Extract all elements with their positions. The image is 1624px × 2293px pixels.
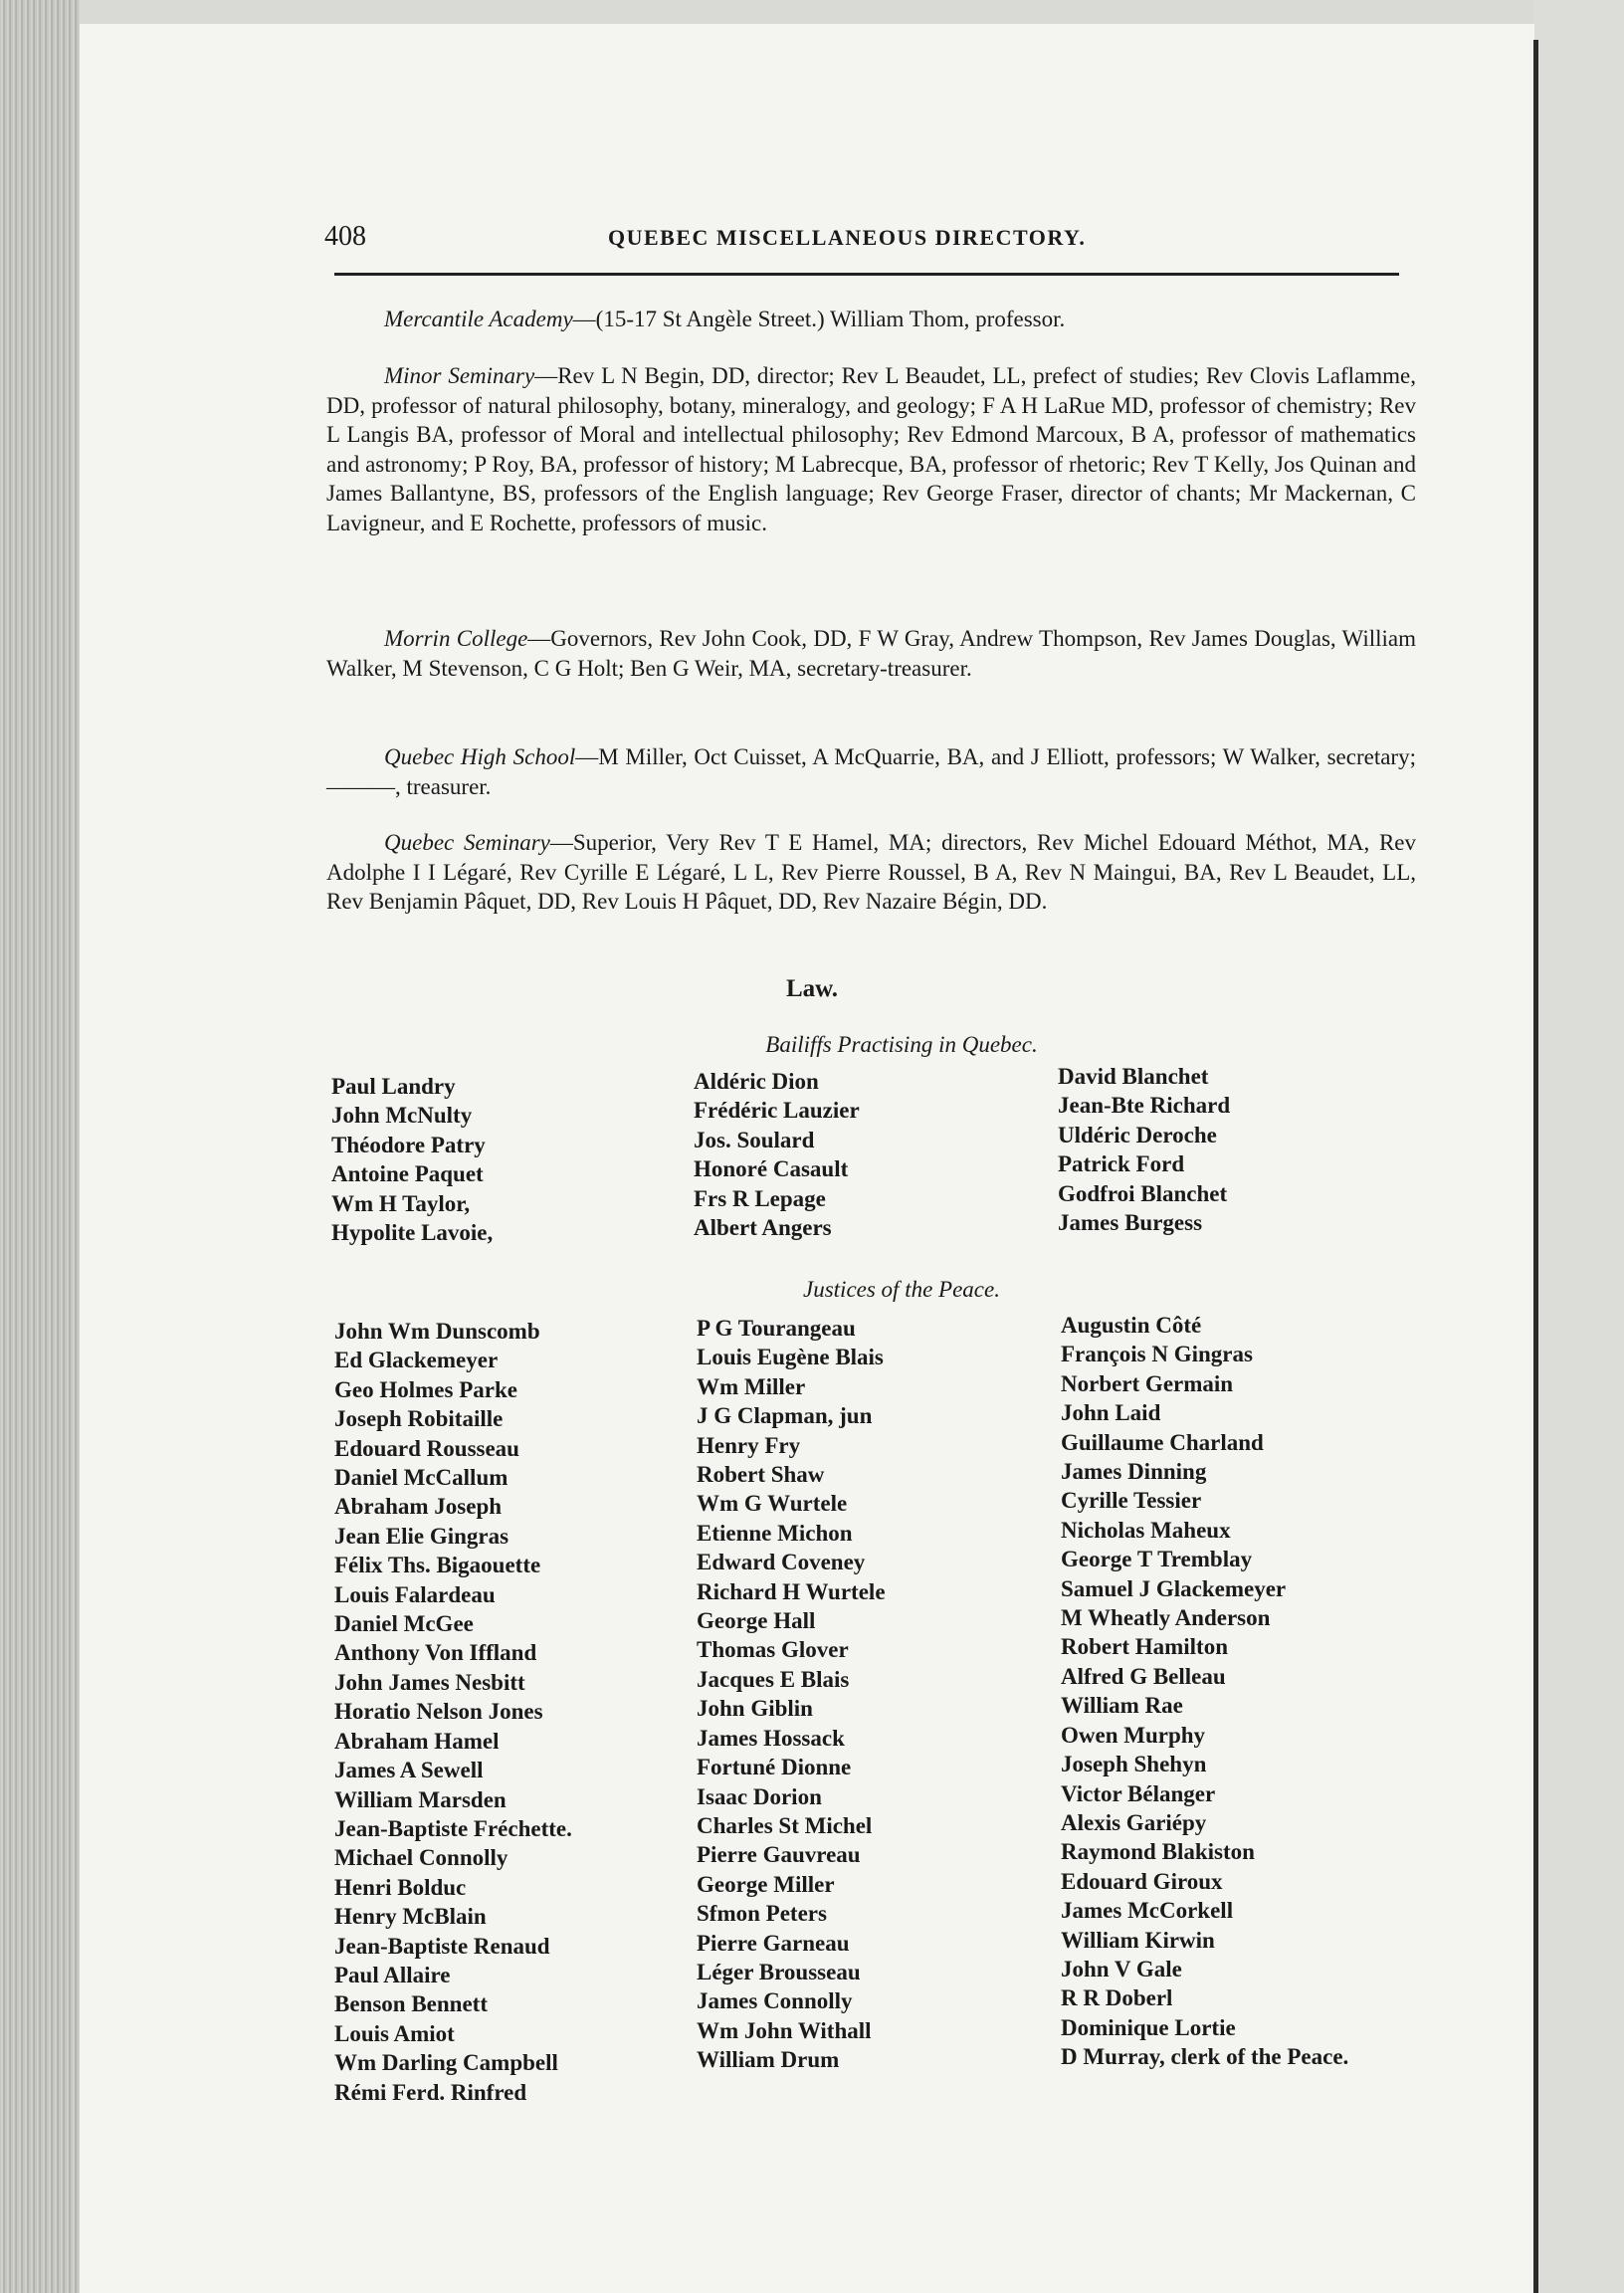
name-entry: Benson Bennett bbox=[334, 1991, 488, 2017]
name-entry: John Wm Dunscomb bbox=[334, 1319, 540, 1344]
name-entry: Norbert Germain bbox=[1061, 1370, 1234, 1396]
entry-text: —Superior, Very Rev T E Hamel, MA; directors, Rev Michel Edouard Méthot, MA, Rev Adolphe I I Légaré, Rev Cyrille E Légaré, L L, Rev Pierre Roussel, B A, Rev N Maingui, BA, Rev L Beaudet, LL, Rev Benjamin Pâquet, DD, Rev Louis H Pâquet, DD, Rev Nazaire Bégin, DD. bbox=[326, 830, 1416, 914]
entry-lead: Quebec Seminary bbox=[384, 830, 550, 855]
subheading-bailiffs: Bailiffs Practising in Quebec. bbox=[765, 1032, 1038, 1057]
name-entry: Geo Holmes Parke bbox=[334, 1376, 517, 1402]
name-entry: William Rae bbox=[1061, 1693, 1183, 1719]
name-entry: Henri Bolduc bbox=[334, 1874, 467, 1900]
name-entry: Jos. Soulard bbox=[694, 1127, 815, 1152]
name-entry: Jean-Baptiste Renaud bbox=[334, 1933, 550, 1959]
name-entry: Jean-Baptiste Fréchette. bbox=[334, 1815, 572, 1841]
name-entry: John Giblin bbox=[697, 1696, 813, 1722]
justices-column-3 bbox=[1061, 1311, 1348, 2072]
name-entry: John McNulty bbox=[331, 1103, 473, 1129]
entry-text: —Governors, Rev John Cook, DD, F W Gray, Andrew Thompson, Rev James Douglas, William Walker, M Stevenson, C G Holt; Ben G Weir, MA, secretary-treasurer. bbox=[326, 626, 1416, 681]
name-entry: Uldéric Deroche bbox=[1058, 1122, 1217, 1147]
name-entry: J G Clapman, jun bbox=[697, 1403, 873, 1429]
entry-quebec-high-school bbox=[326, 742, 1416, 801]
name-entry: William Marsden bbox=[334, 1786, 507, 1812]
name-entry: Godfroi Blanchet bbox=[1058, 1180, 1228, 1206]
name-entry: Raymond Blakiston bbox=[1061, 1839, 1255, 1865]
name-entry: Victor Bélanger bbox=[1061, 1780, 1216, 1806]
bailiffs-column-1 bbox=[331, 1072, 493, 1247]
bailiffs-column-3 bbox=[1058, 1062, 1230, 1237]
name-entry: Frs R Lepage bbox=[694, 1185, 826, 1211]
name-entry: Henry McBlain bbox=[334, 1904, 487, 1930]
entry-lead: Morrin College bbox=[384, 626, 528, 651]
name-entry: Frédéric Lauzier bbox=[694, 1098, 860, 1124]
name-entry: François N Gingras bbox=[1061, 1342, 1253, 1367]
name-entry: Etienne Michon bbox=[697, 1520, 853, 1546]
header-rule bbox=[334, 273, 1399, 276]
name-entry: James McCorkell bbox=[1061, 1898, 1234, 1924]
name-entry: Sfmon Peters bbox=[697, 1901, 827, 1927]
name-entry: Charles St Michel bbox=[697, 1812, 873, 1838]
name-entry: John James Nesbitt bbox=[334, 1669, 525, 1695]
name-entry: John V Gale bbox=[1061, 1956, 1182, 1981]
name-entry: James Dinning bbox=[1061, 1459, 1207, 1485]
name-entry: Edouard Giroux bbox=[1061, 1868, 1223, 1894]
name-entry: Dominique Lortie bbox=[1061, 2014, 1236, 2040]
name-entry: Hypolite Lavoie, bbox=[331, 1220, 494, 1246]
name-entry: George Hall bbox=[697, 1608, 816, 1634]
justices-column-1 bbox=[334, 1317, 572, 2107]
bailiffs-column-2 bbox=[694, 1067, 860, 1242]
name-entry: Michael Connolly bbox=[334, 1845, 508, 1871]
page-header bbox=[324, 221, 1399, 261]
name-entry: Anthony Von Iffland bbox=[334, 1640, 537, 1666]
entry-lead: Mercantile Academy bbox=[384, 307, 573, 331]
name-entry: Ed Glackemeyer bbox=[334, 1348, 499, 1373]
name-entry: Wm John Withall bbox=[697, 2017, 872, 2043]
name-entry: Fortuné Dionne bbox=[697, 1755, 852, 1780]
name-entry: Daniel McGee bbox=[334, 1611, 474, 1637]
name-entry: Abraham Hamel bbox=[334, 1728, 500, 1754]
name-entry: Aldéric Dion bbox=[694, 1069, 819, 1094]
entry-quebec-seminary bbox=[326, 828, 1416, 917]
name-entry: Wm G Wurtele bbox=[697, 1491, 848, 1517]
name-entry: Wm Darling Campbell bbox=[334, 2050, 558, 2076]
name-entry: Henry Fry bbox=[697, 1432, 801, 1458]
name-entry: William Drum bbox=[697, 2047, 840, 2073]
name-entry: Théodore Patry bbox=[331, 1132, 486, 1157]
name-entry: Félix Ths. Bigaouette bbox=[334, 1553, 541, 1578]
name-entry: Augustin Côté bbox=[1061, 1313, 1202, 1338]
name-entry: Paul Allaire bbox=[334, 1962, 451, 1987]
name-entry: David Blanchet bbox=[1058, 1064, 1209, 1089]
name-entry: Louis Eugène Blais bbox=[697, 1345, 884, 1370]
name-entry: Joseph Shehyn bbox=[1061, 1752, 1207, 1777]
name-entry: R R Doberl bbox=[1061, 1985, 1173, 2011]
entry-lead: Minor Seminary bbox=[384, 363, 535, 388]
name-entry: Wm Miller bbox=[697, 1373, 806, 1399]
name-entry: Daniel McCallum bbox=[334, 1465, 508, 1491]
name-entry: Rémi Ferd. Rinfred bbox=[334, 2079, 527, 2105]
name-entry: Jacques E Blais bbox=[697, 1666, 850, 1692]
name-entry: Richard H Wurtele bbox=[697, 1578, 886, 1604]
section-title-law: Law. bbox=[785, 975, 839, 1002]
binding-shadow bbox=[1533, 40, 1538, 2293]
entry-text: —M Miller, Oct Cuisset, A McQuarrie, BA, and J Elliott, professors; W Walker, secretary; ———, treasurer. bbox=[326, 744, 1416, 799]
name-entry: Louis Falardeau bbox=[334, 1581, 496, 1607]
name-entry: Antoine Paquet bbox=[331, 1161, 484, 1187]
name-entry: Edward Coveney bbox=[697, 1550, 866, 1575]
name-entry: John Laid bbox=[1061, 1400, 1161, 1426]
name-entry: Joseph Robitaille bbox=[334, 1406, 504, 1432]
name-entry: Jean Elie Gingras bbox=[334, 1523, 509, 1549]
page-number: 408 bbox=[324, 221, 366, 252]
name-entry: Cyrille Tessier bbox=[1061, 1488, 1202, 1514]
running-title: QUEBEC MISCELLANEOUS DIRECTORY. bbox=[608, 225, 1087, 250]
name-entry: Robert Hamilton bbox=[1061, 1634, 1229, 1660]
name-entry: Patrick Ford bbox=[1058, 1151, 1185, 1177]
name-entry: Léger Brousseau bbox=[697, 1959, 861, 1984]
name-entry: P G Tourangeau bbox=[697, 1316, 856, 1341]
name-entry: George Miller bbox=[697, 1871, 835, 1897]
name-entry: Alfred G Belleau bbox=[1061, 1663, 1226, 1689]
name-entry: Owen Murphy bbox=[1061, 1722, 1206, 1748]
name-entry: George T Tremblay bbox=[1061, 1547, 1253, 1572]
name-entry: Albert Angers bbox=[694, 1215, 832, 1241]
name-entry: Isaac Dorion bbox=[697, 1783, 822, 1809]
name-entry: Honoré Casault bbox=[694, 1156, 849, 1182]
name-entry: Edouard Rousseau bbox=[334, 1435, 519, 1461]
subheading-justices: Justices of the Peace. bbox=[803, 1277, 1000, 1302]
name-entry: Guillaume Charland bbox=[1061, 1429, 1264, 1455]
name-entry: James Connolly bbox=[697, 1988, 853, 2014]
name-entry: Pierre Gauvreau bbox=[697, 1842, 861, 1868]
name-entry: Nicholas Maheux bbox=[1061, 1517, 1231, 1543]
name-entry: Abraham Joseph bbox=[334, 1494, 503, 1520]
name-entry: Paul Landry bbox=[331, 1074, 456, 1099]
name-entry: Louis Amiot bbox=[334, 2020, 455, 2046]
facing-page bbox=[1534, 0, 1624, 2293]
name-entry: Wm H Taylor, bbox=[331, 1190, 471, 1216]
name-entry: Jean-Bte Richard bbox=[1058, 1093, 1231, 1119]
name-entry: William Kirwin bbox=[1061, 1927, 1215, 1953]
name-entry: M Wheatly Anderson bbox=[1061, 1605, 1271, 1631]
book-page-edges bbox=[0, 0, 80, 2293]
name-entry: James Burgess bbox=[1058, 1210, 1203, 1236]
name-entry: Pierre Garneau bbox=[697, 1930, 850, 1956]
name-entry: Alexis Gariépy bbox=[1061, 1809, 1207, 1835]
entry-text: —(15-17 St Angèle Street.) William Thom, professor. bbox=[572, 307, 1066, 331]
name-entry: James Hossack bbox=[697, 1725, 845, 1751]
entry-mercantile-academy bbox=[326, 305, 1416, 334]
top-page-edge bbox=[60, 0, 1624, 24]
entry-minor-seminary bbox=[326, 361, 1416, 537]
name-entry: Samuel J Glackemeyer bbox=[1061, 1575, 1287, 1601]
justices-column-2 bbox=[697, 1314, 886, 2075]
name-entry: Robert Shaw bbox=[697, 1462, 825, 1488]
name-entry: Horatio Nelson Jones bbox=[334, 1699, 543, 1725]
name-entry: James A Sewell bbox=[334, 1758, 484, 1783]
name-entry: D Murray, clerk of the Peace. bbox=[1061, 2044, 1349, 2070]
entry-morrin-college bbox=[326, 624, 1416, 683]
entry-text: —Rev L N Begin, DD, director; Rev L Beaudet, LL, prefect of studies; Rev Clovis Laflamme, DD, professor of natural philosophy, botany, mineralogy, and geology; F A H LaRue MD, professor of chemistry; Rev L Langis BA, professor of Moral and intellectual philosophy; Rev Edmond Marcoux, B A, professor of mathematics and astronomy; P Roy, BA, professor of history; M Labrecque, BA, professor of rhetoric; Rev T Kelly, Jos Quinan and James Ballantyne, BS, professors of the English language; Rev George Fraser, director of chants; Mr Mackernan, C Lavigneur, and E Rochette, professors of music. bbox=[326, 363, 1416, 535]
name-entry: Thomas Glover bbox=[697, 1637, 849, 1663]
entry-lead: Quebec High School bbox=[384, 744, 576, 769]
